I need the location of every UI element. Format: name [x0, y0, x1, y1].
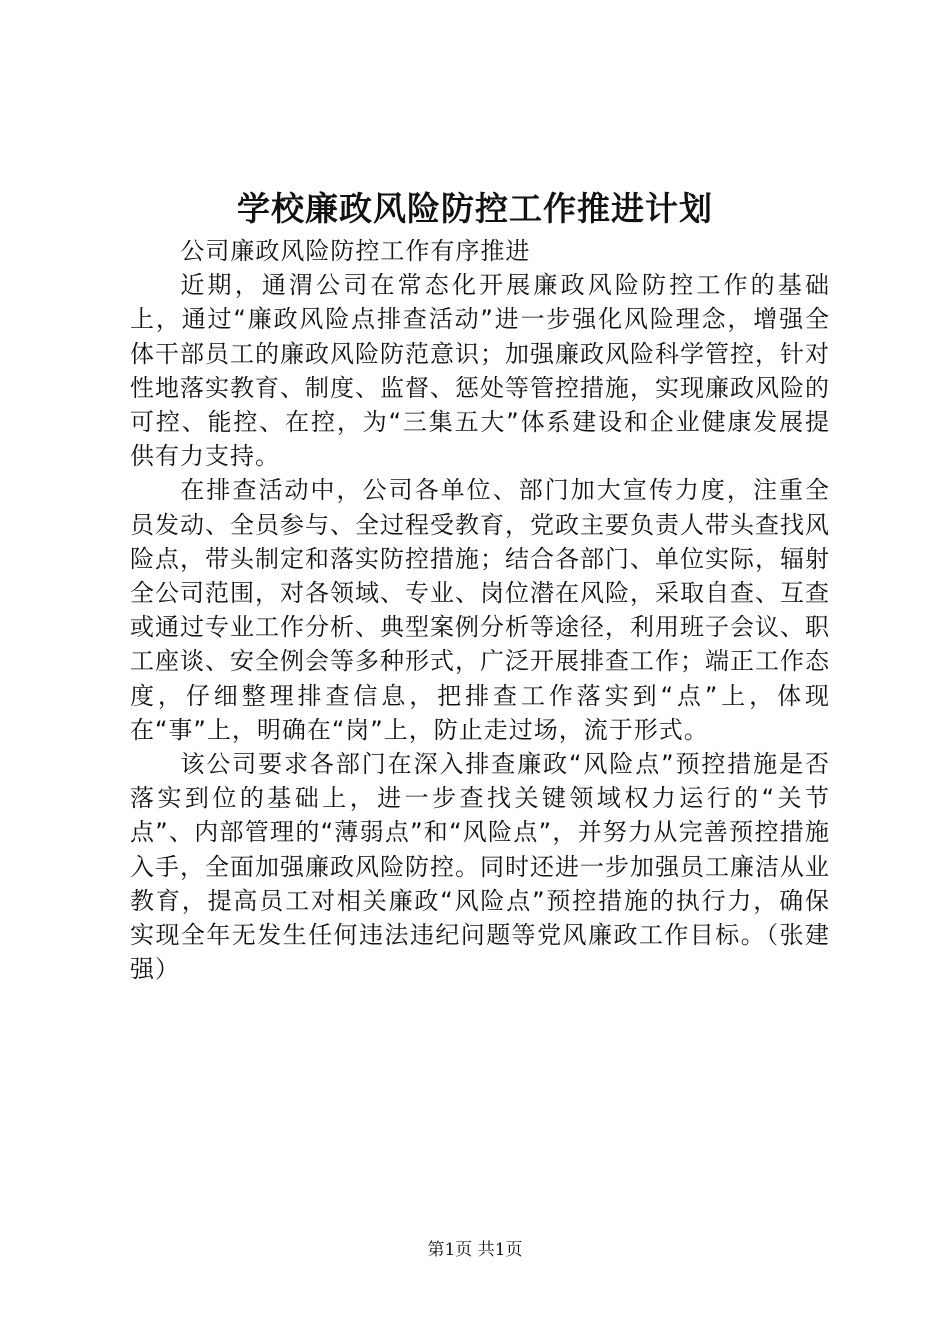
document-subtitle: 公司廉政风险防控工作有序推进 [180, 237, 531, 265]
paragraph-3: 该公司要求各部门在深入排查廉政“风险点”预控措施是否落实到位的基础上，进一步查找关键领域权力运行的“关节点”、内部管理的“薄弱点”和“风险点”，并努力从完善预控措施入手，全面加强廉政风险防控。同时还进一步加强员工廉洁从业教育，提高员工对相关廉政“风险点”预控措施的执行力，确保实现全年无发生任何违法违纪问题等党风廉政工作目标。（张建强） [130, 750, 830, 984]
paragraph-1: 近期，通渭公司在常态化开展廉政风险防控工作的基础上，通过“廉政风险点排查活动”进一步强化风险理念，增强全体干部员工的廉政风险防范意识；加强廉政风险科学管控，针对性地落实教育、制度、监督、惩处等管控措施，实现廉政风险的可控、能控、在控，为“三集五大”体系建设和企业健康发展提供有力支持。 [130, 271, 830, 471]
page-footer: 第1页 共1页 [427, 1240, 523, 1260]
document-body [130, 234, 830, 986]
paragraph-2: 在排查活动中，公司各单位、部门加大宣传力度，注重全员发动、全员参与、全过程受教育，党政主要负责人带头查找风险点，带头制定和落实防控措施；结合各部门、单位实际，辐射全公司范围，对各领域、专业、岗位潜在风险，采取自查、互查或通过专业工作分析、典型案例分析等途径，利用班子会议、职工座谈、安全例会等多种形式，广泛开展排查工作；端正工作态度，仔细整理排查信息，把排查工作落实到“点”上，体现在“事”上，明确在“岗”上，防止走过场，流于形式。 [130, 476, 830, 744]
document-title: 学校廉政风险防控工作推进计划 [237, 189, 713, 228]
